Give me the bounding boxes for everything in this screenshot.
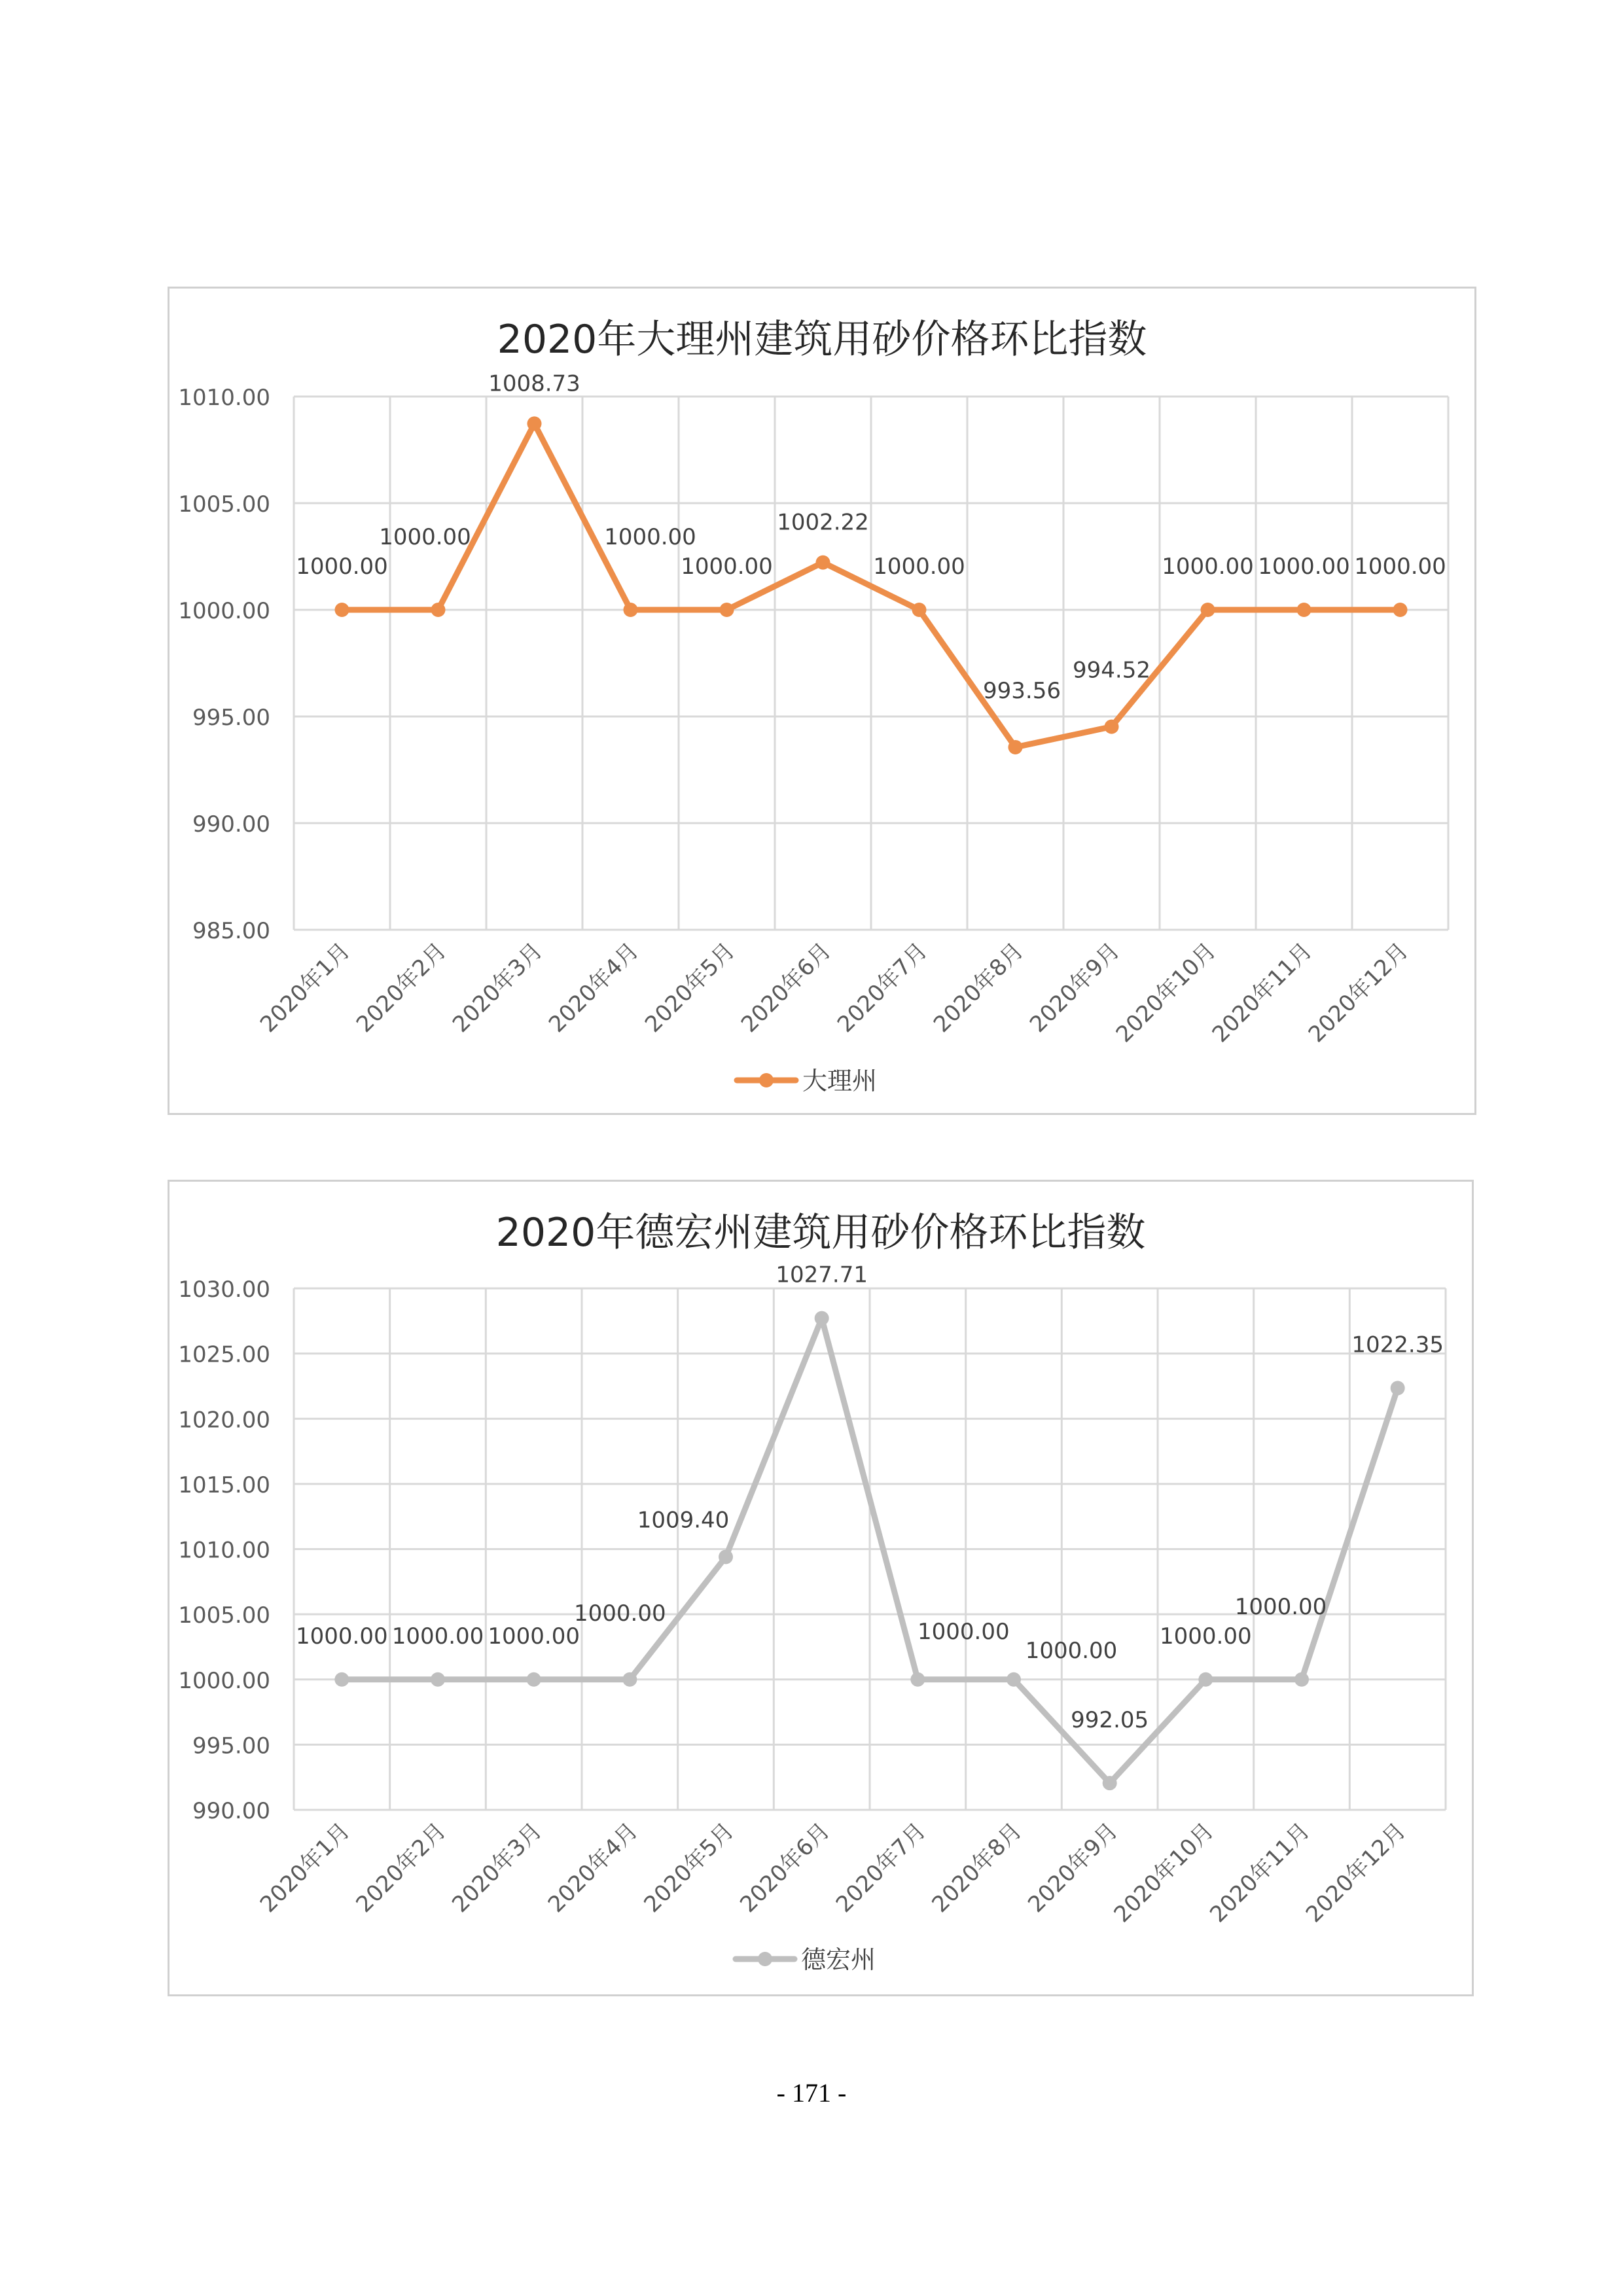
data-label: 1008.73 bbox=[488, 370, 580, 397]
data-label: 1000.00 bbox=[1258, 554, 1350, 580]
x-tick-label: 2020年7月 bbox=[830, 1818, 931, 1918]
data-point bbox=[1297, 603, 1311, 617]
data-label: 1000.00 bbox=[296, 554, 388, 580]
data-label: 1000.00 bbox=[604, 524, 696, 550]
y-tick-label: 1025.00 bbox=[178, 1341, 270, 1368]
data-point bbox=[720, 603, 734, 617]
data-label: 1000.00 bbox=[1025, 1637, 1118, 1664]
data-point bbox=[1201, 603, 1215, 617]
x-tick-label: 2020年2月 bbox=[351, 1818, 452, 1918]
x-tick-label: 2020年5月 bbox=[640, 938, 740, 1038]
data-label: 1009.40 bbox=[637, 1507, 730, 1534]
x-tick-label: 2020年2月 bbox=[351, 938, 452, 1038]
data-label: 994.52 bbox=[1073, 657, 1150, 684]
data-point bbox=[1007, 1672, 1021, 1687]
x-tick-label: 2020年5月 bbox=[639, 1818, 740, 1918]
data-label: 1000.00 bbox=[1354, 554, 1446, 580]
data-point bbox=[624, 603, 638, 617]
y-tick-label: 1020.00 bbox=[178, 1407, 270, 1434]
chart-title: 2020年德宏州建筑用砂价格环比指数 bbox=[495, 1210, 1146, 1256]
x-tick-label: 2020年12月 bbox=[1303, 938, 1414, 1048]
data-point bbox=[719, 1549, 733, 1564]
x-tick-label: 2020年4月 bbox=[544, 938, 644, 1038]
data-point bbox=[335, 603, 349, 617]
y-tick-label: 1015.00 bbox=[178, 1472, 270, 1498]
y-tick-label: 1030.00 bbox=[178, 1277, 270, 1303]
x-tick-label: 2020年6月 bbox=[736, 938, 836, 1038]
x-tick-label: 2020年9月 bbox=[1023, 1818, 1124, 1918]
y-tick-label: 990.00 bbox=[192, 811, 270, 838]
x-tick-label: 2020年4月 bbox=[543, 1818, 643, 1918]
data-point bbox=[1391, 1381, 1405, 1395]
y-tick-label: 1005.00 bbox=[178, 1602, 270, 1629]
x-tick-label: 2020年1月 bbox=[255, 938, 355, 1038]
y-tick-label: 1010.00 bbox=[178, 385, 270, 411]
data-label: 1000.00 bbox=[1234, 1593, 1327, 1620]
x-tick-label: 2020年3月 bbox=[448, 938, 548, 1038]
x-tick-label: 2020年11月 bbox=[1205, 1818, 1315, 1928]
x-tick-label: 2020年8月 bbox=[927, 1818, 1027, 1918]
data-label: 1000.00 bbox=[296, 1623, 388, 1650]
data-point bbox=[815, 1311, 829, 1326]
data-label: 993.56 bbox=[983, 677, 1061, 704]
legend-marker bbox=[759, 1073, 774, 1087]
y-tick-label: 1000.00 bbox=[178, 598, 270, 624]
x-tick-label: 2020年6月 bbox=[735, 1818, 836, 1918]
y-tick-label: 1005.00 bbox=[178, 491, 270, 518]
y-tick-label: 995.00 bbox=[192, 1733, 270, 1759]
x-tick-label: 2020年3月 bbox=[447, 1818, 548, 1918]
legend-label: 大理州 bbox=[802, 1067, 878, 1095]
page-number: - 171 - bbox=[776, 2078, 847, 2108]
data-point bbox=[910, 1672, 925, 1687]
data-point bbox=[527, 1672, 541, 1687]
data-label: 1000.00 bbox=[1162, 554, 1254, 580]
x-tick-label: 2020年12月 bbox=[1300, 1818, 1412, 1928]
data-label: 1000.00 bbox=[574, 1600, 666, 1627]
data-label: 1000.00 bbox=[918, 1618, 1010, 1645]
y-tick-label: 1010.00 bbox=[178, 1537, 270, 1564]
x-tick-label: 2020年1月 bbox=[255, 1818, 355, 1918]
data-point bbox=[1103, 1776, 1117, 1790]
data-point bbox=[816, 556, 830, 570]
data-label: 1000.00 bbox=[681, 554, 773, 580]
y-tick-label: 1000.00 bbox=[178, 1667, 270, 1694]
data-point bbox=[1393, 603, 1408, 617]
data-point bbox=[527, 416, 542, 431]
data-label: 1027.71 bbox=[776, 1262, 868, 1288]
data-label: 1000.00 bbox=[391, 1623, 484, 1650]
data-label: 1000.00 bbox=[1160, 1623, 1252, 1650]
data-label: 1022.35 bbox=[1351, 1332, 1444, 1358]
data-label: 992.05 bbox=[1071, 1707, 1149, 1734]
data-point bbox=[334, 1672, 349, 1687]
line-chart-dehong bbox=[168, 1180, 1474, 1996]
data-point bbox=[431, 603, 446, 617]
data-label: 1000.00 bbox=[379, 524, 471, 550]
x-tick-label: 2020年11月 bbox=[1207, 938, 1317, 1048]
x-tick-label: 2020年9月 bbox=[1025, 938, 1125, 1038]
data-point bbox=[1008, 740, 1023, 754]
line-chart-dali bbox=[168, 287, 1476, 1115]
data-label: 1000.00 bbox=[873, 554, 965, 580]
y-tick-label: 995.00 bbox=[192, 705, 270, 731]
x-tick-label: 2020年10月 bbox=[1111, 938, 1221, 1048]
data-point bbox=[431, 1672, 445, 1687]
legend-label: 德宏州 bbox=[801, 1945, 876, 1974]
chart-title: 2020年大理州建筑用砂价格环比指数 bbox=[497, 317, 1147, 362]
chart-frame-dehong bbox=[168, 1180, 1474, 1996]
x-tick-label: 2020年10月 bbox=[1109, 1818, 1219, 1928]
data-point bbox=[1294, 1672, 1309, 1687]
data-point bbox=[622, 1672, 637, 1687]
data-point bbox=[912, 603, 927, 617]
x-tick-label: 2020年8月 bbox=[929, 938, 1029, 1038]
data-label: 1000.00 bbox=[488, 1623, 580, 1650]
data-point bbox=[1105, 720, 1119, 734]
data-point bbox=[1198, 1672, 1213, 1687]
x-tick-label: 2020年7月 bbox=[832, 938, 933, 1038]
data-label: 1002.22 bbox=[777, 509, 869, 536]
legend-marker bbox=[758, 1952, 772, 1966]
chart-frame-dali bbox=[168, 287, 1476, 1115]
y-tick-label: 985.00 bbox=[192, 918, 270, 944]
y-tick-label: 990.00 bbox=[192, 1798, 270, 1824]
